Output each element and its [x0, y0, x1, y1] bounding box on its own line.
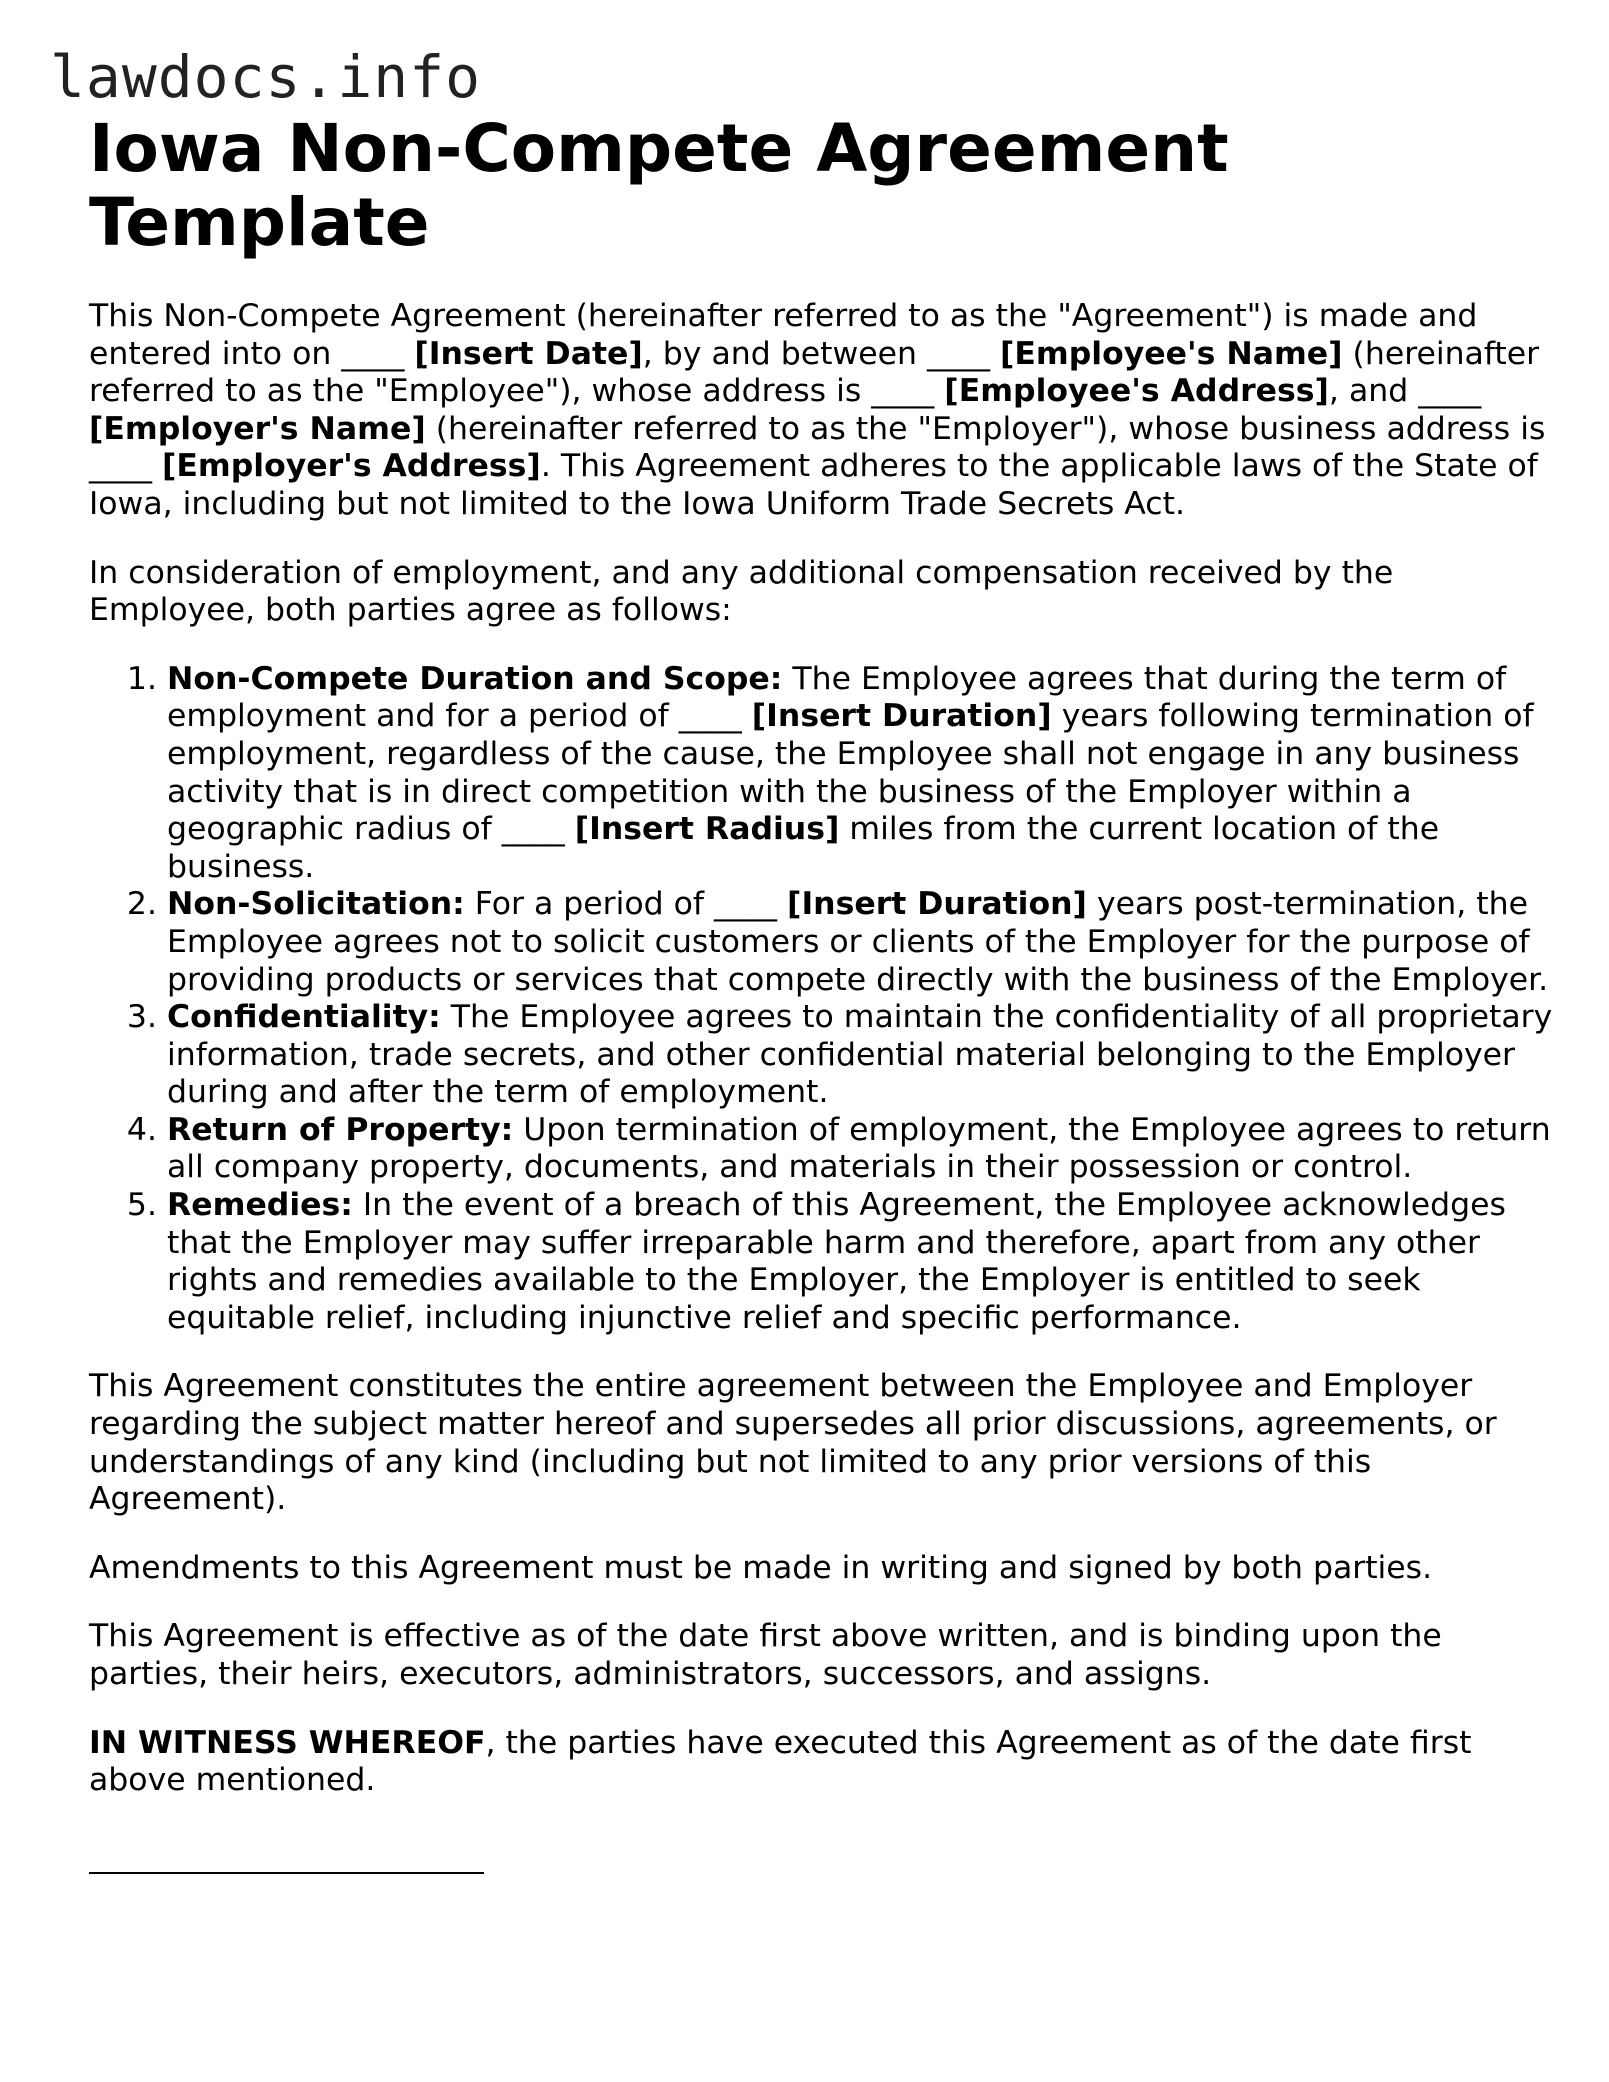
clause-heading: Return of Property: — [167, 1111, 514, 1148]
clause-item — [167, 661, 1559, 887]
effective-paragraph: This Agreement is effective as of the date first above written, and is binding upon the parties, their heirs, executors, administrators, successors, and assigns. — [89, 1618, 1442, 1692]
clause-text: The Employee agrees to maintain the confidentiality of all proprietary information, trade secrets, and other confidential material belonging to the Employer during and after the term of employment. — [167, 999, 1553, 1111]
employee-address-placeholder: [Employee's Address] — [944, 373, 1329, 410]
witness-paragraph — [89, 1725, 1559, 1800]
intro-paragraph — [89, 298, 1559, 524]
witness-heading: IN WITNESS WHEREOF — [89, 1724, 486, 1761]
employer-name-placeholder: [Employer's Name] — [89, 410, 426, 447]
clause-item — [167, 886, 1559, 999]
clause-item — [167, 1187, 1559, 1337]
clause-heading: Remedies: — [167, 1187, 353, 1224]
clause-heading: Non-Solicitation: — [167, 886, 465, 923]
clause-text: For a period of ____ — [464, 886, 788, 923]
document-page — [89, 112, 1559, 1874]
clause-text: In the event of a breach of this Agreement, the Employee acknowledges that the Employer may suffer irreparable harm and therefore, apart from any other rights and remedies available to the Employer, the Employer is entitled to seek equitable relief, including injunctive relief and specific performance. — [167, 1187, 1506, 1336]
clause-item — [167, 1112, 1559, 1187]
entire-agreement-paragraph: This Agreement constitutes the entire agreement between the Employee and Employer regarding the subject matter hereof and supersedes all prior discussions, agreements, or understandings of any kind (including but not limited to any prior versions of this Agreement). — [89, 1368, 1497, 1518]
watermark-text: lawdocs.info — [50, 43, 482, 111]
insert-radius-placeholder: [Insert Radius] — [574, 811, 840, 848]
intro-text-3: (hereinafter referred to as the "Employee"), whose address is ____ — [89, 335, 1540, 410]
amendments-paragraph: Amendments to this Agreement must be made in writing and signed by both parties. — [89, 1549, 1433, 1586]
insert-duration-placeholder: [Insert Duration] — [751, 698, 1052, 735]
clause-heading: Confidentiality: — [167, 999, 441, 1036]
clause-text: Upon termination of employment, the Employee agrees to return all company property, documents, and materials in their possession or control. — [167, 1111, 1551, 1186]
clause-text: The Employee agrees that during the term of employment and for a period of ____ — [167, 660, 1507, 735]
clause-text: years post-termination, the Employee agrees not to solicit customers or clients of the Employer for the purpose of providing products or services that compete directly with the business of the Employer. — [167, 886, 1549, 998]
clause-list — [89, 661, 1559, 1338]
clause-text: years following termination of employment, regardless of the cause, the Employee shall not engage in any business activity that is in direct competition with the business of the Employer within a geographic radius of ____ — [167, 698, 1534, 848]
clause-text: miles from the current location of the business. — [167, 811, 1440, 885]
witness-text: , the parties have executed this Agreement as of the date first above mentioned. — [89, 1724, 1472, 1799]
intro-text-4: , and ____ — [1328, 373, 1482, 410]
intro-text-2: , by and between ____ — [642, 335, 1000, 372]
insert-date-placeholder: [Insert Date] — [414, 335, 643, 372]
intro-text-5: (hereinafter referred to as the "Employer"), whose business address is ____ — [89, 410, 1546, 485]
clause-item — [167, 999, 1559, 1112]
clause-heading: Non-Compete Duration and Scope: — [167, 660, 783, 697]
insert-duration-placeholder: [Insert Duration] — [787, 886, 1087, 923]
consideration-paragraph: In consideration of employment, and any additional compensation received by the Employee, both parties agree as follows: — [89, 554, 1394, 629]
document-title: Iowa Non-Compete Agreement Template — [89, 110, 1229, 261]
intro-text-6: . This Agreement adheres to the applicable laws of the State of Iowa, including but not limited to the Iowa Uniform Trade Secrets Act. — [89, 448, 1538, 522]
signature-line — [89, 1844, 484, 1874]
intro-text-1: This Non-Compete Agreement (hereinafter referred to as the "Agreement") is made and entered into on ____ — [89, 298, 1478, 372]
employer-address-placeholder: [Employer's Address] — [162, 448, 541, 485]
employee-name-placeholder: [Employee's Name] — [999, 335, 1343, 372]
